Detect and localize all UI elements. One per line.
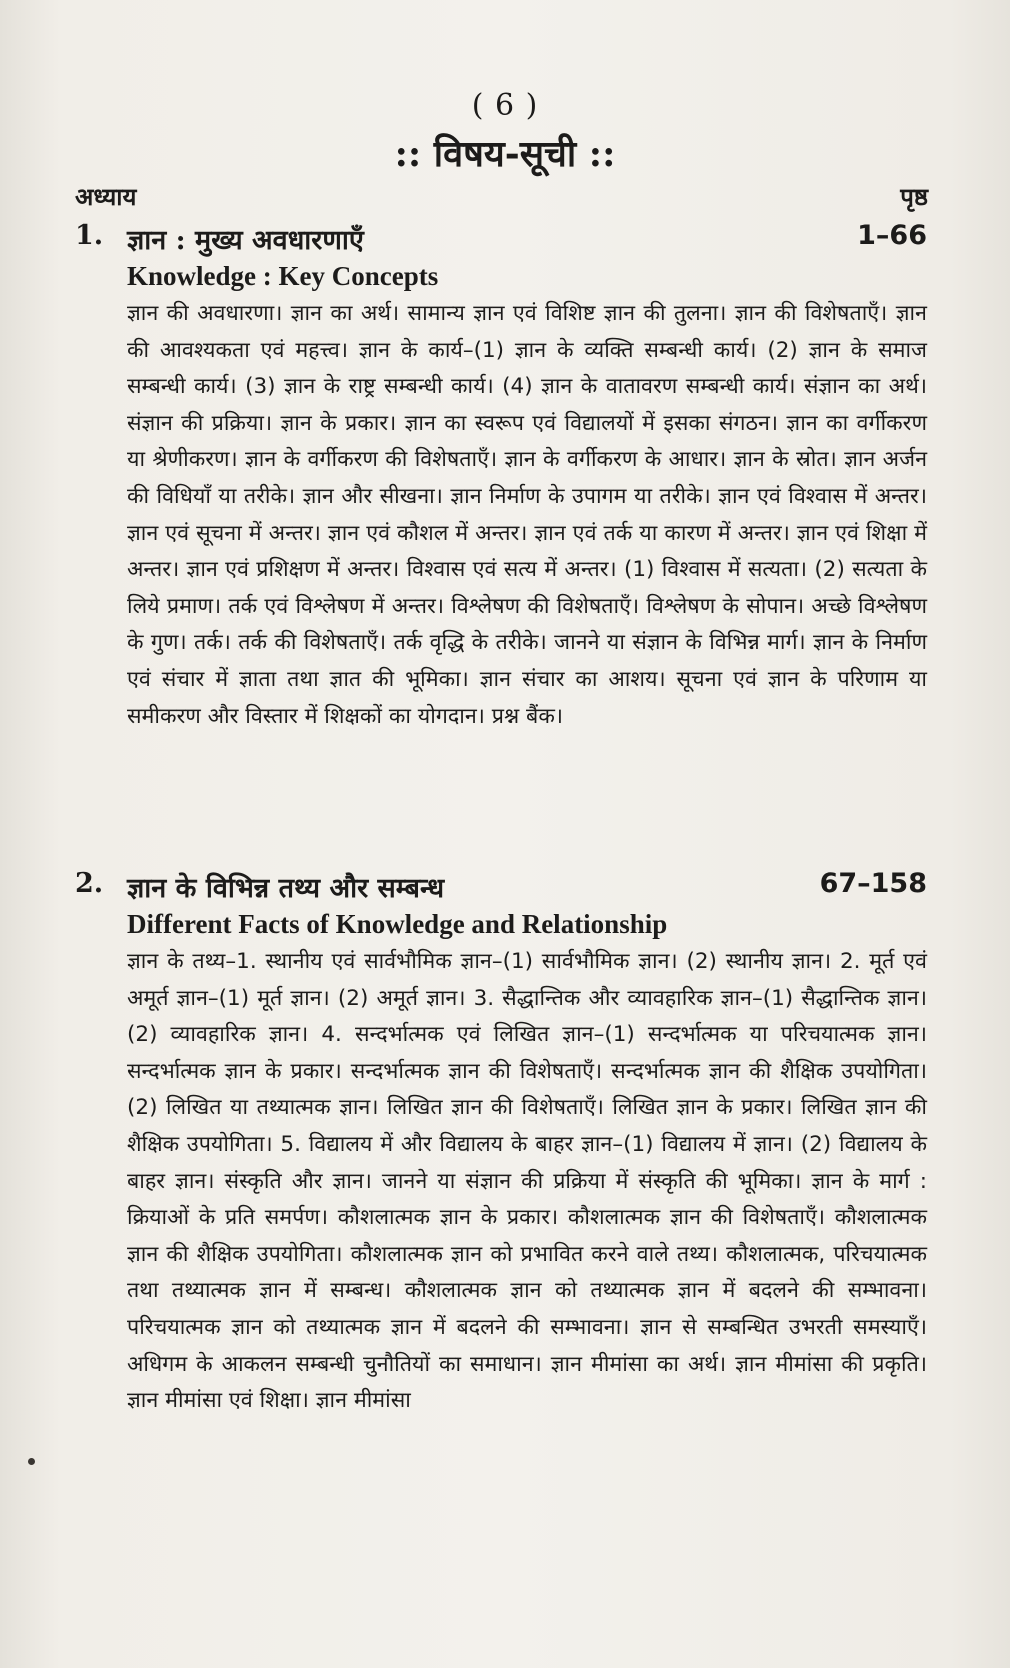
chapter-contents: ज्ञान के तथ्य–1. स्थानीय एवं सार्वभौमिक ज्ञान–(1) सार्वभौमिक ज्ञान। (2) स्थानीय ज्ञान। 2. मूर्त एवं अमूर्त ज्ञान–(1) मूर्त ज्ञान। (2) अमूर्त ज्ञान। 3. सैद्धान्तिक और व्यावहारिक ज्ञान–(1) सैद्धान्तिक ज्ञान। (2) व्यावहारिक ज्ञान। 4. सन्दर्भात्मक एवं लिखित ज्ञान–(1) सन्दर्भात्मक या परिचयात्मक ज्ञान। सन्दर्भात्मक ज्ञान के प्रकार। सन्दर्भात्मक ज्ञान की विशेषताएँ। सन्दर्भात्मक ज्ञान की शैक्षिक उपयोगिता। (2) लिखित या तथ्यात्मक ज्ञान। लिखित ज्ञान की विशेषताएँ। लिखित ज्ञान के प्रकार। लिखित ज्ञान की शैक्षिक उपयोगिता। 5. विद्यालय में और विद्यालय के बाहर ज्ञान–(1) विद्यालय में ज्ञान। (2) विद्यालय के बाहर ज्ञान। संस्कृति और ज्ञान। जानने या संज्ञान की प्रक्रिया में संस्कृति की भूमिका। ज्ञान के मार्ग : क्रियाओं के प्रति समर्पण। कौशलात्मक ज्ञान के प्रकार। कौशलात्मक ज्ञान की विशेषताएँ। कौशलात्मक ज्ञान की शैक्षिक उपयोगिता। कौशलात्मक ज्ञान को प्रभावित करने वाले तथ्य। कौशलात्मक, परिचयात्मक तथा तथ्यात्मक ज्ञान में सम्बन्ध। कौशलात्मक ज्ञान को तथ्यात्मक ज्ञान में बदलने की सम्भावना। परिचयात्मक ज्ञान को तथ्यात्मक ज्ञान में बदलने की सम्भावना। ज्ञान से सम्बन्धित उभरती समस्याएँ। अधिगम के आकलन सम्बन्धी चुनौतियों का समाधान। ज्ञान मीमांसा का अर्थ। ज्ञान मीमांसा की प्रकृति। ज्ञान मीमांसा एवं शिक्षा। ज्ञान मीमांसा [127, 949, 927, 1414]
chapter-number: 1. [75, 220, 104, 251]
toc-entry [75, 868, 927, 1420]
chapter-title-hindi: ज्ञान के विभिन्न तथ्य और सम्बन्ध [127, 873, 445, 904]
ink-speck [28, 1458, 35, 1465]
chapter-title-hindi: ज्ञान : मुख्य अवधारणाएँ [127, 225, 364, 256]
chapter-column-header: अध्याय [75, 182, 137, 211]
toc-entry-header [75, 220, 927, 258]
chapter-number: 2. [75, 868, 104, 899]
toc-entry [75, 220, 927, 735]
chapter-contents: ज्ञान की अवधारणा। ज्ञान का अर्थ। सामान्य ज्ञान एवं विशिष्ट ज्ञान की तुलना। ज्ञान की विशेषताएँ। ज्ञान की आवश्यकता एवं महत्त्व। ज्ञान के कार्य–(1) ज्ञान के व्यक्ति सम्बन्धी कार्य। (2) ज्ञान के समाज सम्बन्धी कार्य। (3) ज्ञान के राष्ट्र सम्बन्धी कार्य। (4) ज्ञान के वातावरण सम्बन्धी कार्य। संज्ञान का अर्थ। संज्ञान की प्रक्रिया। ज्ञान के प्रकार। ज्ञान का स्वरूप एवं विद्यालयों में इसका संगठन। ज्ञान का वर्गीकरण या श्रेणीकरण। ज्ञान के वर्गीकरण की विशेषताएँ। ज्ञान के वर्गीकरण के आधार। ज्ञान के स्रोत। ज्ञान अर्जन की विधियाँ या तरीके। ज्ञान और सीखना। ज्ञान निर्माण के उपागम या तरीके। ज्ञान एवं विश्वास में अन्तर। ज्ञान एवं सूचना में अन्तर। ज्ञान एवं कौशल में अन्तर। ज्ञान एवं तर्क या कारण में अन्तर। ज्ञान एवं शिक्षा में अन्तर। ज्ञान एवं प्रशिक्षण में अन्तर। विश्वास एवं सत्य में अन्तर। (1) विश्वास में सत्यता। (2) सत्यता के लिये प्रमाण। तर्क एवं विश्लेषण में अन्तर। विश्लेषण की विशेषताएँ। विश्लेषण के सोपान। अच्छे विश्लेषण के गुण। तर्क। तर्क की विशेषताएँ। तर्क वृद्धि के तरीके। जानने या संज्ञान के विभिन्न मार्ग। ज्ञान के निर्माण एवं संचार में ज्ञाता तथा ज्ञात की भूमिका। ज्ञान संचार का आशय। सूचना एवं ज्ञान के परिणाम या समीकरण और विस्तार में शिक्षकों का योगदान। प्रश्न बैंक। [127, 301, 927, 729]
page-column-header: पृष्ठ [900, 182, 928, 211]
chapter-title-english: Knowledge : Key Concepts [127, 261, 439, 291]
toc-entry-header [75, 868, 927, 906]
chapter-page-range: 1–66 [857, 220, 927, 251]
page-title: :: विषय-सूची :: [394, 133, 616, 175]
chapter-page-range: 67–158 [819, 868, 927, 899]
page-number: ( 6 ) [471, 88, 539, 123]
chapter-title-english: Different Facts of Knowledge and Relationship [127, 909, 668, 939]
